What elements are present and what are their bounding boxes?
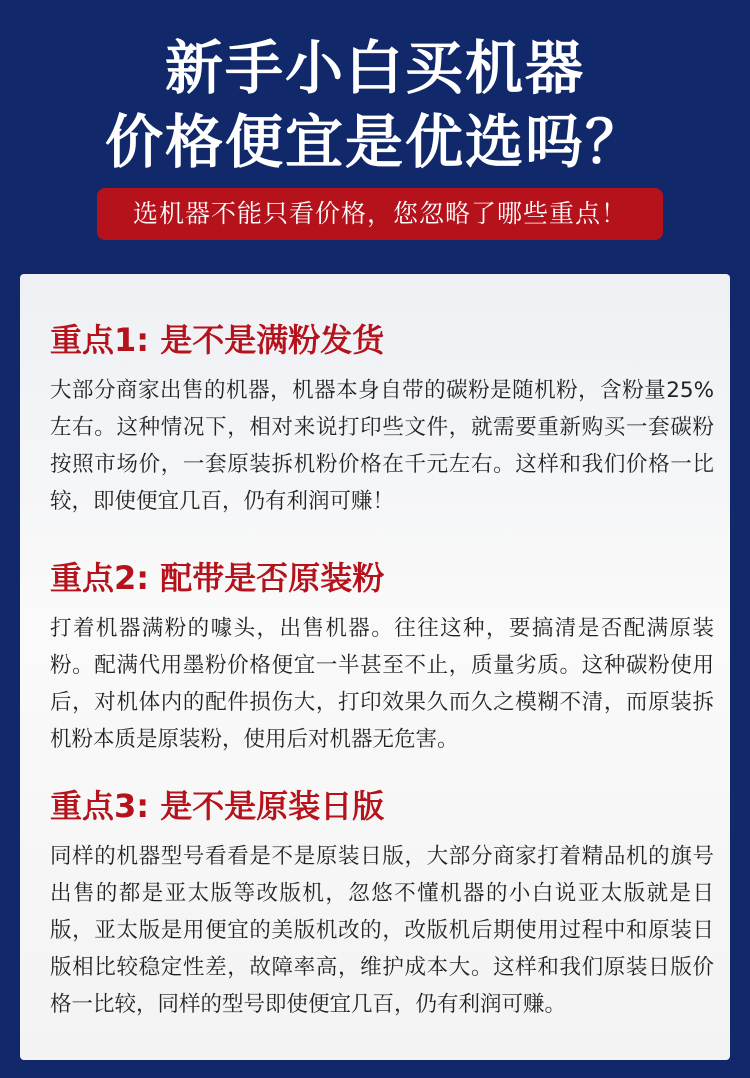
- key-point-2: [50, 556, 714, 758]
- key-point-3: [50, 784, 714, 1023]
- subtitle-banner: 选机器不能只看价格，您忽略了哪些重点！: [97, 188, 663, 240]
- key-point-1: [50, 318, 714, 520]
- key-point-2-body: 打着机器满粉的噱头，出售机器。往往这种，要搞清是否配满原装粉。配满代用墨粉价格便宜一半甚至不止，质量劣质。这种碳粉使用后，对机体内的配件损伤大，打印效果久而久之模糊不清，而原装拆机粉本质是原装粉，使用后对机器无危害。: [50, 616, 714, 752]
- headline-line-1: 新手小白买机器: [164, 34, 585, 102]
- key-point-3-title: 重点3: 是不是原装日版: [50, 787, 385, 825]
- headline-line-2: 价格便宜是优选吗？: [104, 108, 645, 176]
- key-point-1-body: 大部分商家出售的机器，机器本身自带的碳粉是随机粉，含粉量25%左右。这种情况下，相对来说打印些文件，就需要重新购买一套碳粉按照市场价，一套原装拆机粉价格在千元左右。这样和我们价格一比较，即使便宜几百，仍有利润可赚！: [50, 378, 714, 514]
- key-point-1-title: 重点1: 是不是满粉发货: [50, 321, 385, 359]
- key-point-3-body: 同样的机器型号看看是不是原装日版，大部分商家打着精品机的旗号出售的都是亚太版等改版机，忽悠不懂机器的小白说亚太版就是日版，亚太版是用便宜的美版机改的，改版机后期使用过程中和原装日版相比较稳定性差，故障率高，维护成本大。这样和我们原装日版价格一比较，同样的型号即使便宜几百，仍有利润可赚。: [50, 844, 714, 1017]
- key-point-2-title: 重点2: 配带是否原装粉: [50, 559, 385, 597]
- content-card: [20, 274, 730, 1060]
